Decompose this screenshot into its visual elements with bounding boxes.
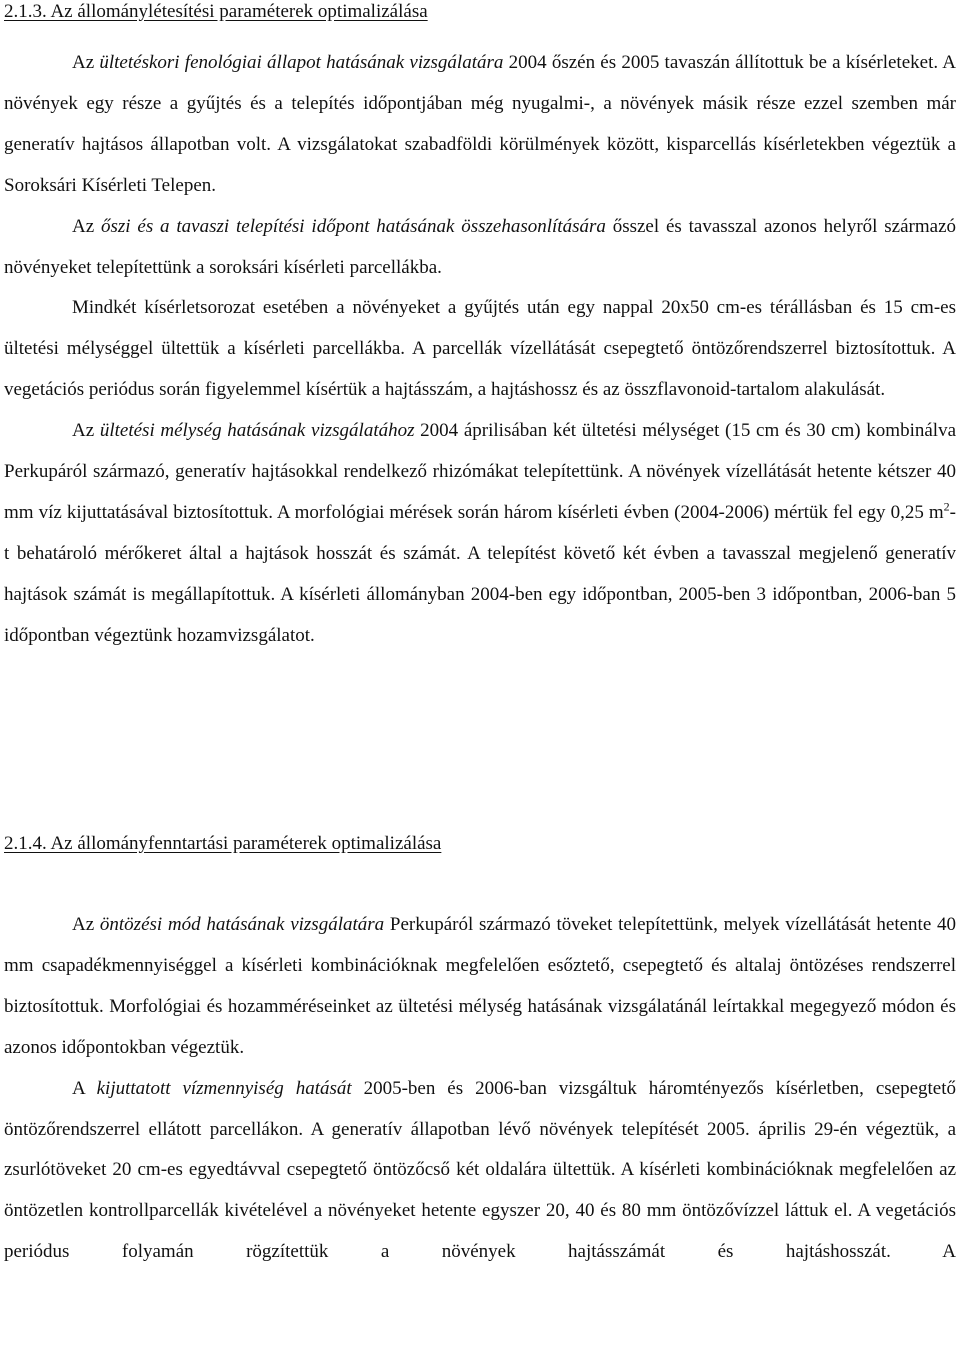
paragraph-spacing: Mindkét kísérletsorozat esetében a növényeket a gyűjtés után egy nappal 20x50 cm-es térállásban és 15 cm-es ültetési mélységgel ültettük a kísérleti parcellákba. A parcellák vízellátását csepegtető öntözőrendszerrel biztosítottuk. A vegetációs periódus során figyelemmel kísértük a hajtásszám, a hajtáshossz és az összflavonoid-tartalom alakulását. [4,297,956,401]
italic-term: ültetéskori fenológiai állapot hatásának vizsgálatára [99,52,504,73]
section-body-2-1-4 [4,905,956,1273]
paragraph-water-amount: A kijuttatott vízmennyiség hatását 2005-ben és 2006-ban vizsgáltuk háromtényezős kísérletben, csepegtető öntözőrendszerrel ellátott parcellákon. A generatív állapotban lévő növények telepítését 2005. április 29-én végeztük, a zsurlótöveket 20 cm-es egyedtávval csepegtető öntözőcső két oldalára ültettük. A kísérleti kombinációknak megfelelően az öntözetlen kontrollparcellák kivételével a növényeket hetente egyszer 20, 40 és 80 mm öntözővízzel láttuk el. A vegetációs periódus folyamán rögzítettük a növények hajtásszámát és hajtáshosszát. A [4,1077,956,1263]
italic-term: öntözési mód hatásának vizsgálatára [99,914,385,935]
paragraph-planting-depth: Az ültetési mélység hatásának vizsgálatához 2004 áprilisában két ültetési mélységet (15 cm és 30 cm) kombinálva Perkupáról származó, generatív hajtásokkal rendelkező rhizómákat telepítettünk. A növények vízellátását hetente kétszer 40 mm víz kijuttatásával biztosítottuk. A morfológiai mérések során három kísérleti évben (2004-2006) mértük fel egy 0,25 $m^2-t$ behatároló mérőkeret által a hajtások hosszát és számát. A telepítést követő két évben a tavasszal megjelenő generatív hajtások számát is megállapítottuk. A kísérleti állományban 2004-ben egy időpontban, 2005-ben 3 időpontban, 2006-ban 5 időpontban végeztünk hozamvizsgálatot. [4,420,956,646]
section-heading-2-1-3: 2.1.3. Az állománylétesítési paraméterek optimalizálása [4,1,428,22]
italic-term: ültetési mélység hatásának vizsgálatához [99,420,415,442]
paragraph-irrigation-mode: Az öntözési mód hatásának vizsgálatára Perkupáról származó töveket telepítettünk, melyek vízellátását hetente 40 mm csapadékmennyiséggel a kísérleti kombinációknak megfelelően esőztető, csepegtető és altalaj öntözéses rendszerrel biztosítottuk. Morfológiai és hozamméréseinket az ültetési mélység hatásának vizsgálatánál leírtakkal megegyező módon és azonos időpontokban végeztük. [4,914,956,1058]
section-heading-2-1-4: 2.1.4. Az állományfenntartási paraméterek optimalizálása [4,833,442,854]
section-body-2-1-3 [4,43,956,657]
italic-term: kijuttatott vízmennyiség hatását [96,1077,352,1099]
paragraph-phenology: Az ültetéskori fenológiai állapot hatásának vizsgálatára 2004 őszén és 2005 tavaszán állítottuk be a kísérleteket. A növények egy része a gyűjtés és a telepítés időpontjában még nyugalmi-, a növények másik része ezzel szemben már generatív hajtásos állapotban volt. A vizsgálatokat szabadföldi körülmények között, kisparcellás kísérletekben végeztük a Soroksári Kísérleti Telepen. [4,52,956,196]
superscript: 2 [943,499,950,514]
paragraph-planting-time: Az őszi és a tavaszi telepítési időpont hatásának összehasonlítására ősszel és tavasszal azonos helyről származó növényeket telepítettünk a soroksári kísérleti parcellákba. [4,215,957,278]
italic-term: őszi és a tavaszi telepítési időpont hatásának összehasonlítására [101,215,606,237]
